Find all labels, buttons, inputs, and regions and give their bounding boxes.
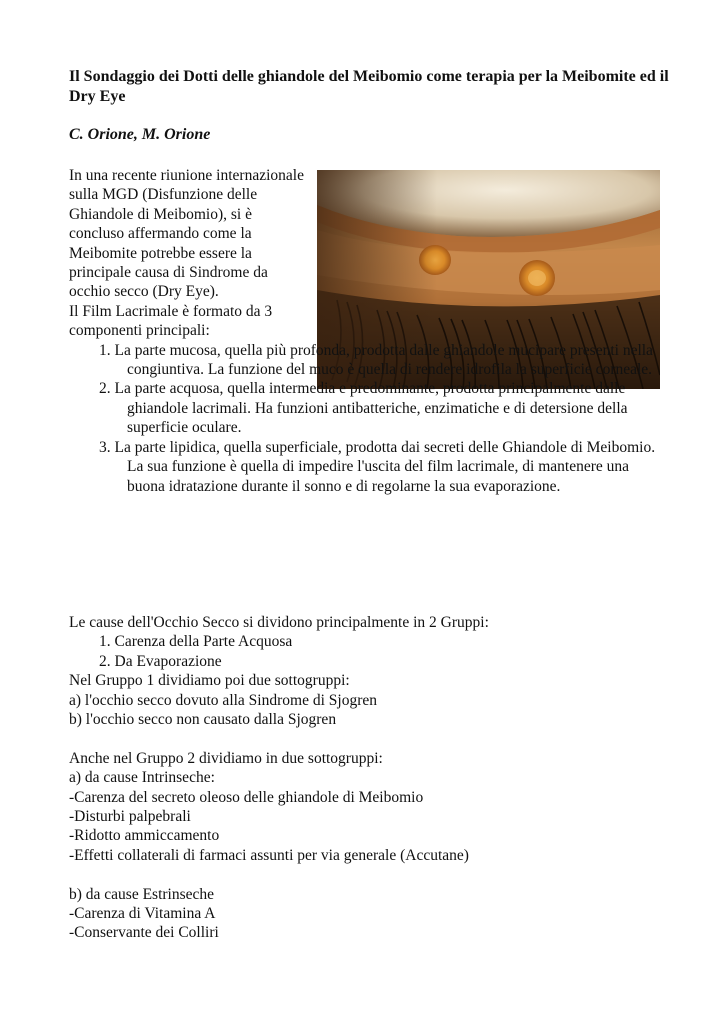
spacer xyxy=(69,865,669,884)
group1-item-a: a) l'occhio secco dovuto alla Sindrome di Sjogren xyxy=(69,691,377,709)
group1-item-b: b) l'occhio secco non causato dalla Sjogren xyxy=(69,711,337,729)
list-item-text-continued: presenti nella congiuntiva. La funzione del muco è quella di rendere idrofila la superficie corneale. xyxy=(127,341,653,379)
list-item-text: La parte lipidica, quella superficiale, prodotta dai secreti delle Ghiandole di Meibomio. La sua funzione è quella di impedire l'uscita del film lacrimale, di mantenere una buona idratazione durante il sonno e di regolarne la sua evaporazione. xyxy=(114,438,656,495)
list-item-number: 2. xyxy=(99,652,111,670)
body-text xyxy=(69,166,659,496)
list-item xyxy=(69,632,669,651)
list-item-text: La parte mucosa, quella più profonda, prodotta dalle ghiandole mucipare xyxy=(114,341,566,359)
group2-a-item: -Ridotto ammiccamento xyxy=(69,827,220,845)
list-item-number: 2. xyxy=(99,380,111,398)
group2-a-item: -Disturbi palpebrali xyxy=(69,808,191,826)
group2-b-item: -Conservante dei Colliri xyxy=(69,924,219,942)
film-paragraph: Il Film Lacrimale è formato da 3 componenti principali: xyxy=(69,302,273,340)
list-item-text: La parte acquosa, quella intermedia e predominante, prodotta principalmente dalle ghiandole lacrimali. Ha funzioni antibatteriche, enzimatiche e di detersione della superficie oculare. xyxy=(114,380,628,437)
list-item xyxy=(69,652,669,671)
list-item xyxy=(69,341,659,380)
components-list xyxy=(69,341,659,496)
list-item xyxy=(69,379,659,437)
group1-intro: Nel Gruppo 1 dividiamo poi due sottogruppi: xyxy=(69,672,350,690)
list-item-number: 1. xyxy=(99,341,111,359)
group2-b-item: -Carenza di Vitamina A xyxy=(69,905,216,923)
group2-intro: Anche nel Gruppo 2 dividiamo in due sottogruppi: xyxy=(69,749,383,767)
groups-list xyxy=(69,632,669,671)
list-item-text: Da Evaporazione xyxy=(114,652,222,670)
intro-paragraph: In una recente riunione internazionale sulla MGD (Disfunzione delle Ghiandole di Meibomio), si è concluso affermando come la Meibomite potrebbe essere la principale causa di Sindrome da occhio secco (Dry Eye). xyxy=(69,167,304,301)
group2-a-item: -Carenza del secreto oleoso delle ghiandole di Meibomio xyxy=(69,788,424,806)
group2-a-item: -Effetti collaterali di farmaci assunti per via generale (Accutane) xyxy=(69,846,469,864)
group2-b-heading: b) da cause Estrinseche xyxy=(69,885,215,903)
list-item-number: 1. xyxy=(99,633,111,651)
list-item-text: Carenza della Parte Acquosa xyxy=(114,633,293,651)
list-item xyxy=(69,438,659,496)
causes-intro: Le cause dell'Occhio Secco si dividono principalmente in 2 Gruppi: xyxy=(69,614,489,631)
causes-section xyxy=(69,613,669,943)
spacer xyxy=(69,729,669,748)
document-authors: C. Orione, M. Orione xyxy=(69,126,211,143)
group2-a-heading: a) da cause Intrinseche: xyxy=(69,769,215,787)
document-title: Il Sondaggio dei Dotti delle ghiandole del Meibomio come terapia per la Meibomite ed il Dry Eye xyxy=(69,68,669,105)
list-item-number: 3. xyxy=(99,438,111,456)
intro-column xyxy=(69,166,304,341)
